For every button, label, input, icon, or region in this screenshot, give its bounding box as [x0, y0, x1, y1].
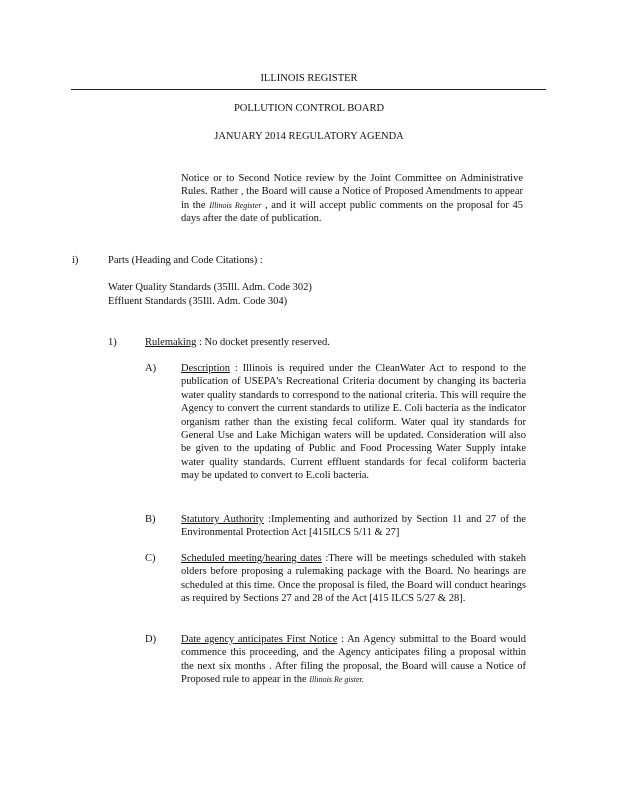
intro-text-before: Notice or to Second Notice review by the Joint Committee on Administrative Rules. Rather , the Board will cause a Notice of Proposed Amendments to appear in the	[181, 173, 523, 211]
first-notice-register-italic: Illinois Re gister.	[309, 675, 364, 685]
intro-register-italic: Illinois Register	[209, 200, 262, 210]
statutory-authority-text: :Implementing and authorized by Section 11 and 27 of the Environmental Protection Act [415ILCS 5/11 & 27]	[181, 514, 527, 539]
rulemaking-label: Rulemaking	[145, 337, 197, 348]
agenda-title: JANUARY 2014 REGULATORY AGENDA	[214, 131, 404, 142]
scheduled-meeting-text: :There will be meetings scheduled with stakeh olders before proposing a rulemaking package with the Board. No hearings are scheduled at this time. Once the proposal is filed, the Board will conduct hearings as required by Sections 27 and 28 of the Act [415 ILCS 5/27 & 28].	[181, 553, 526, 605]
statutory-authority-label: Statutory Authority	[181, 514, 264, 525]
first-notice-text: : An Agency submittal to the Board would commence this proceeding, and the Agency anticipates filing a proposal within the next six months . After filing the proposal, the Board will cause a Notice of Proposed rule to appear in the	[181, 634, 526, 686]
register-title: ILLINOIS REGISTER	[260, 73, 358, 84]
intro-text-after: , and it will accept public comments on the proposal for 45 days after the date of publication.	[181, 199, 523, 225]
rulemaking-text: : No docket presently reserved.	[196, 337, 330, 348]
item-c-marker: C)	[145, 553, 156, 564]
scheduled-meeting-label: Scheduled meeting/hearing dates	[181, 553, 322, 564]
item-b-paragraph	[181, 513, 526, 540]
section-i-heading: Parts (Heading and Code Citations) :	[108, 255, 263, 266]
section-i-marker: i)	[72, 255, 79, 266]
item-a-marker: A)	[145, 363, 157, 374]
board-title: POLLUTION CONTROL BOARD	[233, 103, 385, 114]
item-b-marker: B)	[145, 514, 156, 525]
item-1-paragraph	[145, 336, 525, 349]
first-notice-label: Date agency anticipates First Notice	[181, 634, 338, 645]
citation-water-quality: Water Quality Standards (35Ill. Adm. Code 302)	[108, 282, 312, 293]
item-c-paragraph	[181, 552, 526, 606]
description-label: Description	[181, 363, 230, 374]
item-d-marker: D)	[145, 634, 157, 645]
header-divider	[71, 89, 546, 90]
description-text: : Illinois is required under the CleanWater Act to respond to the publication of USEPA's Recreational Criteria document by changing its bacteria water quality standards to correspond to the national criteria. This will require the Agency to convert the current standards to utilize E. Coli bacteria as the indicator organism rather than the existing fecal coliform. Water qual ity standards for General Use and Lake Michigan waters will be updated. Consideration will also be given to the updating of Public and Food Processing Water Supply intake water quality standards. Current effluent standards for fecal coliform bacteria may be updated to convert to E.coli bacteria.	[181, 363, 526, 482]
item-a-paragraph	[181, 362, 526, 483]
intro-paragraph	[181, 172, 523, 226]
item-d-paragraph	[181, 633, 526, 687]
citation-effluent: Effluent Standards (35Ill. Adm. Code 304)	[108, 296, 288, 307]
item-1-marker: 1)	[108, 337, 117, 348]
